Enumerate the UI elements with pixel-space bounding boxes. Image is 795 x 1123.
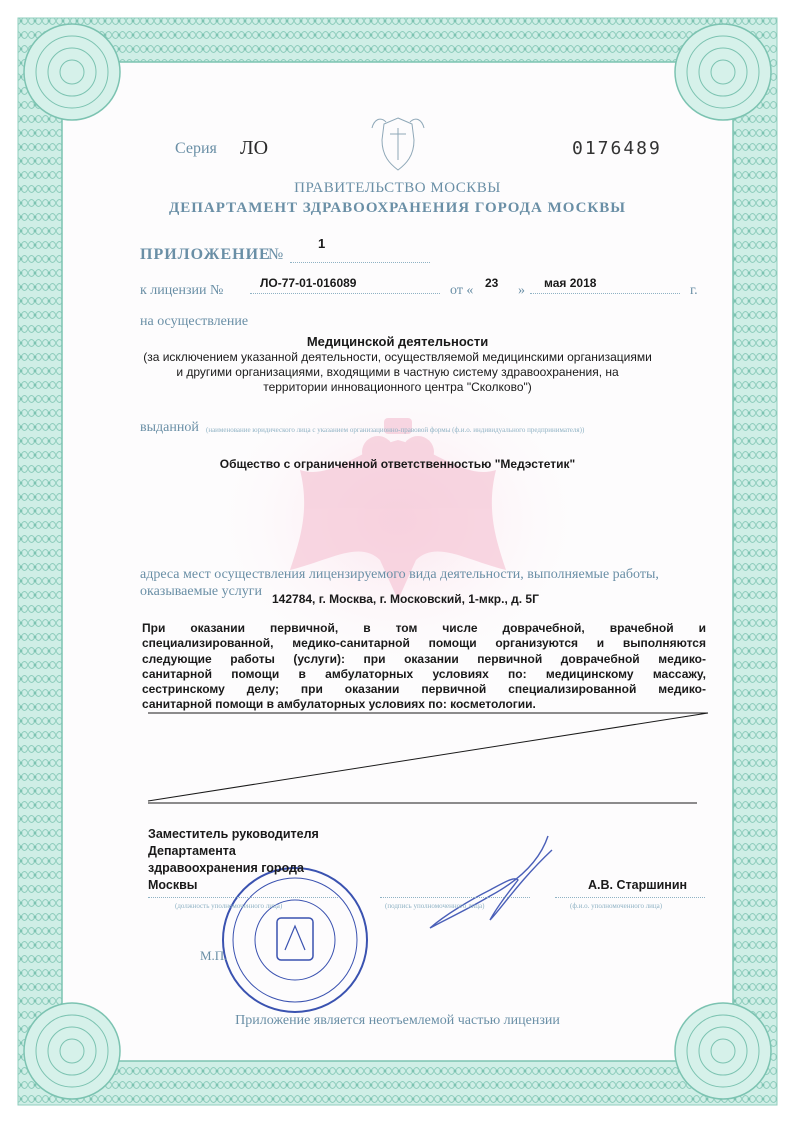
stamp-label: М.П. [200, 948, 228, 963]
activity-desc-line: территории инновационного центра "Сколково") [263, 380, 532, 394]
works-description [142, 621, 706, 713]
appendix-label: ПРИЛОЖЕНИЕ [140, 246, 271, 263]
series-value: ЛО [240, 137, 269, 159]
address-value: 142784, г. Москва, г. Московский, 1-мкр., д. 5Г [272, 592, 539, 606]
issued-hint: (наименование юридического лица с указанием организационно-правовой формы (ф.и.о. индивидуального предпринимателя)) [206, 426, 585, 434]
issued-label: выданной [140, 420, 199, 435]
license-month-year: мая 2018 [544, 276, 597, 290]
signatory-position [148, 826, 319, 894]
license-prefix: к лицензии № [140, 283, 224, 298]
license-form-number: 0176489 [572, 138, 662, 159]
signatory-name: А.В. Старшинин [588, 878, 688, 892]
license-number: ЛО-77-01-016089 [260, 276, 357, 290]
license-day: 23 [485, 276, 499, 290]
signatory-line: Заместитель руководителя [148, 827, 319, 841]
hint-position: (должность уполномоченного лица) [175, 902, 283, 910]
department-title: ДЕПАРТАМЕНТ ЗДРАВООХРАНЕНИЯ ГОРОДА МОСКВЫ [168, 200, 627, 216]
hint-name: (ф.и.о. уполномоченного лица) [570, 902, 663, 910]
signatory-line: Департамента [148, 844, 236, 858]
series-label: Серия [175, 140, 217, 157]
works-line: специализированной, медико-санитарной помощи организуются и выполняются [142, 636, 706, 651]
hint-signature: (подпись уполномоченного лица) [385, 902, 485, 910]
address-label-line1: адреса мест осуществления лицензируемого вида деятельности, выполняемые работы, [140, 567, 659, 582]
activity-title: Медицинской деятельности [306, 334, 489, 349]
license-year-suffix: г. [690, 283, 698, 298]
signatory-line: Москвы [148, 878, 198, 892]
works-line: санитарной помощи в амбулаторных условиях по: косметологии. [142, 697, 536, 712]
appendix-number: 1 [318, 236, 326, 251]
footer-note: Приложение является неотъемлемой частью лицензии [235, 1013, 560, 1028]
works-line: следующие работы (услуги): при оказании первичной доврачебной медико- [142, 651, 706, 666]
works-line: санитарной помощи в амбулаторных условиях по: медицинскому массажу, [142, 666, 706, 681]
license-from-label: от « [450, 283, 474, 298]
works-line: При оказании первичной, в том числе доврачебной, врачебной и [142, 621, 706, 635]
organization-name: Общество с ограниченной ответственностью "Медэстетик" [219, 457, 576, 471]
works-line: сестринскому делу; при оказании первичной специализированной медико- [142, 682, 706, 697]
activity-desc-line: и другими организациями, входящими в частную систему здравоохранения, на [176, 365, 619, 379]
government-title: ПРАВИТЕЛЬСТВО МОСКВЫ [294, 180, 501, 196]
activity-desc-line: (за исключением указанной деятельности, осуществляемой медицинскими организациями [143, 350, 652, 364]
activity-label: на осуществление [140, 314, 249, 329]
address-label-line2: оказываемые услуги [140, 584, 263, 599]
signatory-line: здравоохранения города [148, 861, 304, 875]
appendix-number-sign: № [268, 246, 284, 263]
license-close-quote: » [518, 283, 525, 298]
activity-description [0, 350, 795, 395]
